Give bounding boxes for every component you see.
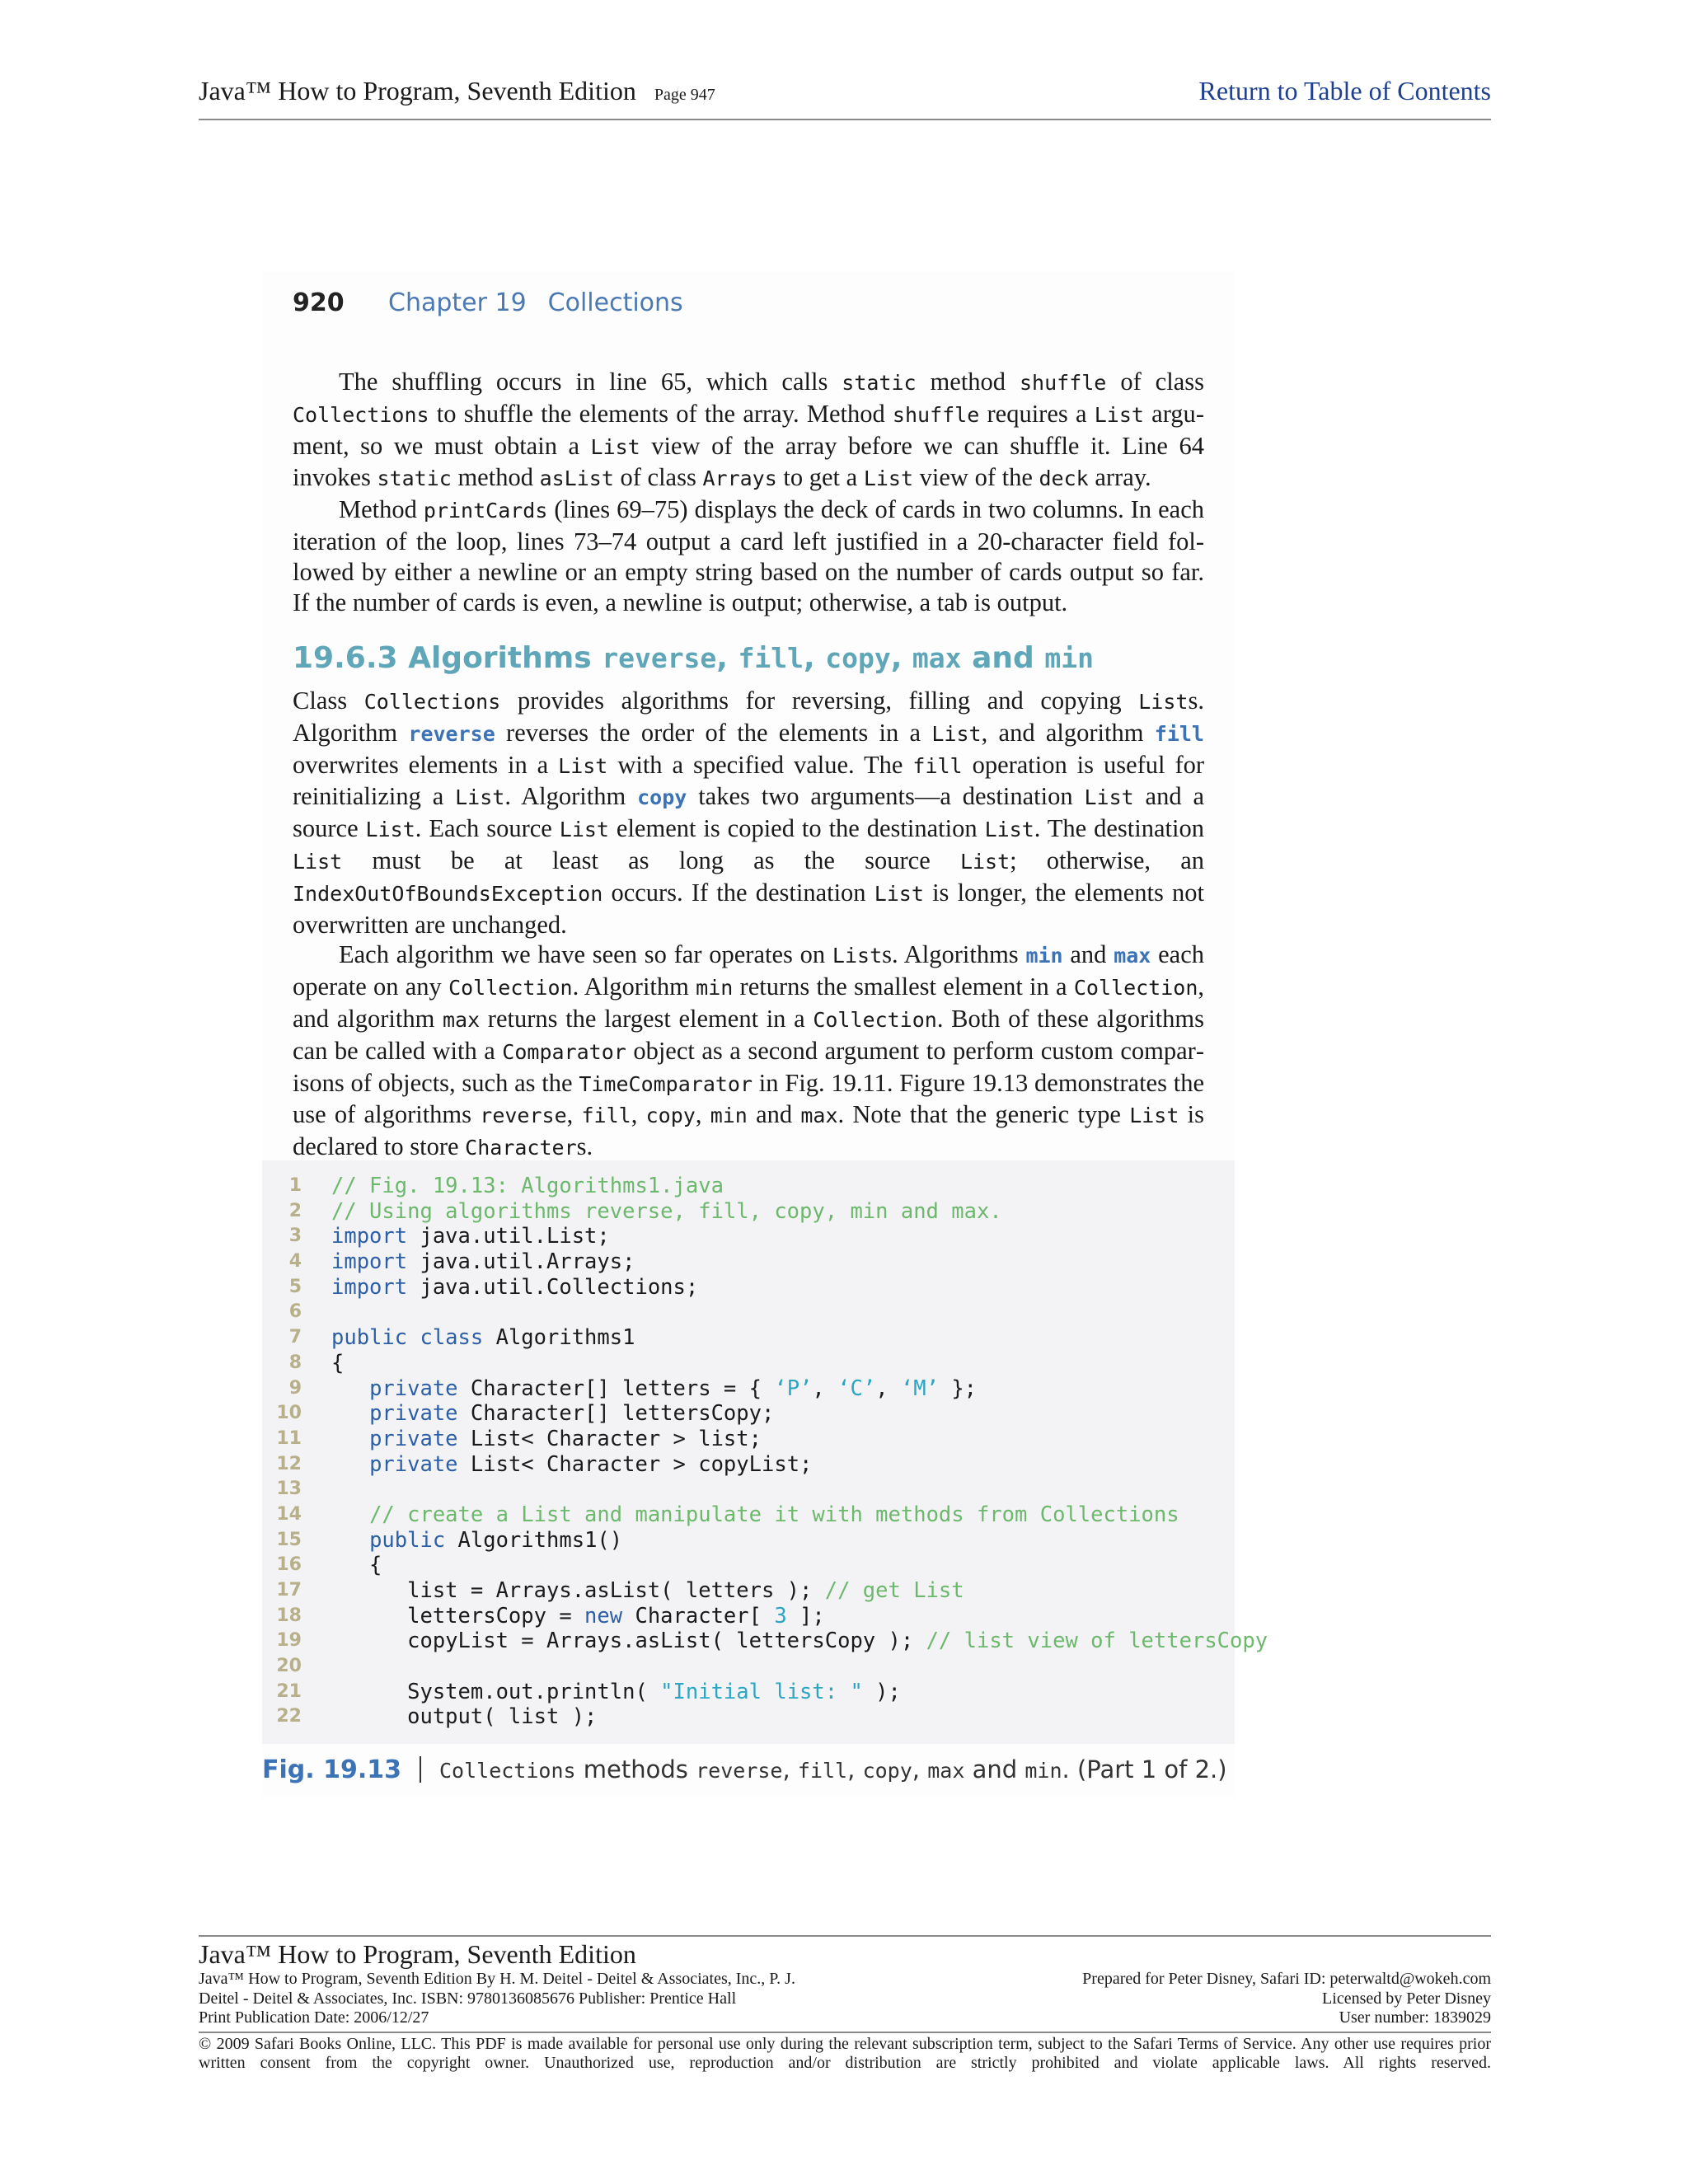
text-run: object as a second argument to perform custom comparisons of objects, such as the: [293, 1036, 1204, 1097]
line-number: 15: [276, 1529, 302, 1550]
line-number: 5: [288, 1276, 302, 1297]
code-line: [262, 1199, 1235, 1225]
code-source: [331, 1528, 622, 1554]
code-token-text: System.out.println(: [331, 1679, 661, 1704]
inline-code: List: [1094, 402, 1144, 427]
inline-code: List: [959, 849, 1010, 874]
code-token-text: Character[: [622, 1603, 775, 1629]
text-run: to get a: [776, 463, 864, 492]
text-run: is longer, the elements not overwritten are unchanged.: [293, 878, 1204, 939]
code-token-text: Character[] letters = {: [457, 1376, 775, 1401]
header-book-title: Java™ How to Program, Seventh Edition: [199, 76, 636, 105]
line-number: 14: [276, 1503, 302, 1525]
code-token-number: 3: [774, 1603, 787, 1629]
code-token-text: Algorithms1: [483, 1325, 635, 1351]
inline-code: min: [710, 1104, 748, 1128]
code-source: [331, 1553, 382, 1578]
code-source: [331, 1376, 977, 1402]
code-line: [262, 1452, 1235, 1478]
inline-code: static: [377, 466, 452, 491]
code-token-text: [331, 1502, 369, 1527]
code-line: [262, 1629, 1268, 1654]
code-line: [262, 1704, 1235, 1730]
code-source: [331, 1325, 635, 1351]
code-source: [331, 1351, 344, 1376]
code-line: [262, 1351, 1235, 1376]
text-run: and: [1062, 940, 1114, 969]
inline-code: printCards: [423, 499, 548, 523]
line-number: 1: [288, 1175, 302, 1196]
caption-text: ,: [847, 1755, 863, 1783]
chapter-label: [388, 288, 705, 317]
safari-header: [199, 76, 1491, 120]
inline-code: min: [1025, 944, 1063, 968]
paragraph: [293, 940, 1204, 1164]
code-token-keyword: private: [369, 1401, 458, 1427]
text-run: must be at least as long as the source: [342, 846, 960, 874]
line-number: 3: [288, 1226, 302, 1247]
code-token-text: java.util.Collections;: [407, 1274, 699, 1300]
line-number: 22: [276, 1706, 302, 1727]
code-line: [262, 1376, 1235, 1402]
text-run: element is copied to the destination: [608, 814, 985, 843]
inline-code: fill: [1154, 721, 1204, 746]
code-token-text: {: [331, 1553, 382, 1578]
code-token-keyword: private: [369, 1376, 458, 1401]
inline-code: max: [442, 1007, 481, 1032]
line-number: 17: [276, 1580, 302, 1601]
code-token-comment: // Using algorithms reverse, fill, copy, min and max.: [331, 1198, 1002, 1224]
line-number: 21: [276, 1680, 302, 1702]
footer-isbn: Deitel - Deitel & Associates, Inc. ISBN: 9780136085676 Publisher: Prentice Hall: [199, 1989, 737, 2008]
code-source: [331, 1275, 698, 1301]
text-run: . The destination: [1034, 814, 1204, 843]
line-number: 2: [288, 1200, 302, 1221]
section-title-prefix: Algorithms: [408, 641, 592, 675]
inline-code: fill: [581, 1104, 631, 1128]
line-number: 11: [276, 1427, 302, 1449]
footer-row: [199, 1990, 1491, 2009]
text-run: requires a: [979, 399, 1095, 428]
inline-code: max: [1114, 944, 1151, 968]
return-to-toc-link[interactable]: Return to Table of Contents: [1198, 76, 1491, 105]
code-line: [262, 1528, 1235, 1554]
text-run: is declared to store: [293, 1100, 1204, 1161]
line-number: 10: [276, 1403, 302, 1424]
text-run: ; otherwise, an: [1010, 846, 1204, 874]
code-token-text: output( list );: [331, 1704, 598, 1730]
code-listing: [262, 1160, 1268, 1744]
inline-code: Collection: [1073, 976, 1198, 1001]
code-token-keyword: new: [584, 1603, 623, 1629]
footer-title: Java™ How to Program, Seventh Edition: [199, 1939, 636, 1969]
inline-code: IndexOutOfBoundsException: [293, 881, 603, 906]
text-run: reverses the order of the elements in a: [495, 718, 932, 747]
section-code: max: [912, 642, 962, 674]
inline-code: Collection: [813, 1007, 937, 1032]
code-token-text: [331, 1528, 369, 1553]
text-run: . Note that the generic type: [837, 1100, 1130, 1129]
code-token-text: ,: [875, 1376, 901, 1401]
text-run: The shuffling occurs in line 65, which calls: [339, 368, 842, 396]
code-source: [331, 1578, 964, 1604]
text-run: to shuffle the elements of the array. Method: [429, 399, 893, 428]
line-number: 13: [276, 1479, 302, 1500]
code-line: [262, 1578, 1235, 1604]
inline-code: asList: [539, 466, 614, 491]
code-source: [331, 1224, 610, 1249]
inline-code: List: [365, 818, 415, 842]
text-run: method: [916, 368, 1020, 396]
code-line: [262, 1553, 1235, 1578]
code-line: [262, 1502, 1235, 1528]
code-token-text: ];: [786, 1603, 825, 1629]
code-token-keyword: import: [331, 1274, 408, 1300]
text-run: , and algorithm: [981, 718, 1155, 747]
inline-code: Collections: [363, 690, 501, 714]
code-source: [331, 1704, 597, 1730]
text-run: returns the largest element in a: [480, 1004, 814, 1033]
code-token-text: java.util.List;: [407, 1224, 610, 1249]
code-token-comment: // create a List and manipulate it with methods from Collections: [369, 1502, 1179, 1527]
code-token-text: };: [938, 1376, 978, 1401]
line-number: 16: [276, 1554, 302, 1576]
code-source: [331, 1680, 901, 1705]
code-line: [262, 1680, 1235, 1705]
code-line: [262, 1401, 1235, 1427]
code-token-text: lettersCopy =: [331, 1603, 585, 1629]
text-run: in Fig. 19.11. Figure 19.13 demonstrates the use of algorithms: [293, 1068, 1204, 1129]
code-token-keyword: import: [331, 1224, 408, 1249]
section-heading: 19.6.3 Algorithms reverse, fill, copy, max and min: [293, 641, 1094, 675]
line-number: 18: [276, 1605, 302, 1626]
code-token-text: List< Character > list;: [457, 1426, 762, 1451]
footer-licensed-by: Licensed by Peter Disney: [1322, 1989, 1491, 2008]
caption-text: . (Part 1 of 2.): [1062, 1755, 1227, 1783]
code-line: [262, 1654, 1235, 1680]
inline-code: max: [800, 1104, 838, 1128]
text-run: Each algorithm we have seen so far operates on: [339, 940, 832, 969]
caption-text: methods: [575, 1755, 696, 1783]
text-run: array.: [1088, 463, 1151, 492]
header-title: [199, 76, 715, 106]
text-run: ,: [631, 1100, 646, 1129]
section-code: reverse: [602, 642, 717, 674]
figure-caption: [262, 1755, 1227, 1784]
line-number: 20: [276, 1656, 302, 1677]
caption-separator: [420, 1756, 421, 1783]
text-run: overwrites elements in a: [293, 750, 559, 779]
inline-code: reverse: [408, 721, 495, 746]
code-line: [262, 1224, 1235, 1249]
text-run: s. Algorithms: [882, 940, 1026, 969]
code-line: [262, 1300, 1235, 1325]
code-token-string: ‘C’: [837, 1376, 876, 1401]
inline-code: shuffle: [892, 402, 980, 427]
text-run: ,: [695, 1100, 710, 1129]
code-token-keyword: private: [369, 1426, 458, 1451]
code-token-comment: // Fig. 19.13: Algorithms1.java: [331, 1174, 724, 1198]
section-code: fill: [738, 642, 804, 674]
code-lines: [262, 1174, 1268, 1730]
inline-code: deck: [1039, 466, 1089, 491]
text-run: returns the smallest element in a: [733, 972, 1074, 1001]
inline-code: List: [590, 434, 640, 459]
code-source: [331, 1629, 1268, 1654]
code-token-text: );: [862, 1679, 901, 1704]
code-line: [262, 1249, 1235, 1275]
section-and: and: [972, 641, 1034, 675]
text-run: takes two arguments—a destination: [687, 782, 1085, 811]
inline-code: List: [1138, 690, 1189, 714]
text-run: and: [747, 1100, 801, 1129]
caption-text: ,: [912, 1755, 928, 1783]
text-run: Method: [339, 495, 424, 524]
inline-code: List: [1084, 785, 1134, 810]
footer-row: [199, 2008, 1491, 2028]
section-code: min: [1044, 642, 1094, 674]
inline-code: Comparator: [502, 1039, 626, 1064]
line-number: 12: [276, 1453, 302, 1474]
text-run: . Each source: [415, 814, 560, 843]
code-token-text: {: [331, 1350, 345, 1376]
code-source: [331, 1401, 774, 1427]
code-token-comment: // get List: [824, 1578, 964, 1603]
inline-code: copy: [645, 1104, 696, 1128]
code-token-text: Character[] lettersCopy;: [457, 1401, 775, 1427]
code-line: [262, 1427, 1235, 1452]
section-paragraphs: [293, 686, 1204, 1164]
caption-text: ,: [782, 1755, 798, 1783]
text-run: ,: [566, 1100, 582, 1129]
inline-code: shuffle: [1020, 371, 1107, 395]
text-run: . Algorithm: [504, 782, 638, 811]
intro-paragraphs: [293, 367, 1204, 617]
inline-code: List: [984, 818, 1034, 842]
inline-code: List: [293, 849, 343, 874]
text-run: . Both of these algorithms can be called with a: [293, 1004, 1204, 1065]
caption-code: Collections: [438, 1759, 576, 1783]
text-run: each operate on any: [293, 940, 1204, 1001]
inline-code: fill: [912, 753, 963, 778]
footer-book-info: Java™ How to Program, Seventh Edition By H. M. Deitel - Deitel & Associates, Inc., P. J.: [199, 1970, 795, 1988]
text-run: operation is useful for reinitializing a: [293, 750, 1205, 811]
line-number: 9: [288, 1377, 302, 1399]
header-page-label: Page 947: [654, 86, 715, 104]
text-run: view of the array before we can shuffle it. Line 64 invokes: [293, 431, 1204, 492]
text-run: of class: [613, 463, 703, 492]
inline-code: copy: [637, 785, 687, 810]
chapter-number: Chapter 19: [388, 288, 527, 317]
caption-code: copy: [862, 1759, 912, 1783]
inline-code: List: [863, 466, 914, 491]
chapter-title: Collections: [547, 288, 683, 317]
code-token-comment: // list view of lettersCopy: [926, 1629, 1268, 1654]
caption-code: min: [1025, 1759, 1062, 1783]
inline-code: List: [455, 785, 505, 810]
text-run: , and algorithm: [293, 972, 1204, 1033]
code-token-string: "Initial list: ": [660, 1679, 863, 1704]
code-source: [331, 1452, 812, 1478]
inline-code: Collections: [293, 402, 429, 427]
text-run: and a source: [293, 782, 1205, 843]
text-run: method: [451, 463, 540, 492]
code-source: [331, 1249, 635, 1275]
paragraph: [293, 686, 1204, 940]
paragraph: [293, 494, 1204, 617]
code-token-text: list = Arrays.asList( letters );: [331, 1578, 825, 1603]
line-number: 4: [288, 1251, 302, 1272]
footer-prepared-for: Prepared for Peter Disney, Safari ID: peterwaltd@wokeh.com: [1082, 1970, 1491, 1988]
code-token-text: [331, 1452, 369, 1477]
code-source: [331, 1174, 724, 1199]
line-number: 19: [276, 1630, 302, 1652]
code-token-text: Algorithms1(): [445, 1527, 623, 1553]
figure-label: Fig. 19.13: [262, 1755, 401, 1784]
code-source: [331, 1604, 825, 1629]
text-run: (lines 69–75) displays the deck of cards in two columns. In each iteration of the loop, lines 73–74 output a card left justified in a 20-character field followed by either a newline or an empty string based on the number of cards output so far. If the number of cards is even, a newline is output; otherwise, a tab is output.: [293, 495, 1204, 616]
text-run: provides algorithms for reversing, filling and copying: [500, 687, 1139, 715]
text-run: argument, so we must obtain a: [293, 399, 1204, 460]
text-run: s.: [576, 1132, 593, 1161]
text-run: with a specified value. The: [607, 750, 913, 779]
inline-code: List: [559, 818, 609, 842]
text-run: s. Algorithm: [293, 687, 1204, 747]
caption-code: fill: [797, 1759, 848, 1783]
footer-user-number: User number: 1839029: [1339, 2008, 1491, 2027]
inline-code: static: [842, 371, 917, 395]
code-token-text: java.util.Arrays;: [407, 1249, 635, 1275]
line-number: 7: [288, 1327, 302, 1348]
code-line: [262, 1174, 1235, 1199]
footer-publication-date: Print Publication Date: 2006/12/27: [199, 2008, 429, 2027]
code-source: [331, 1427, 762, 1452]
safari-footer: [199, 1935, 1491, 2074]
code-token-keyword: public: [369, 1527, 446, 1553]
text-run: view of the: [913, 463, 1039, 492]
caption-code: reverse: [696, 1759, 783, 1783]
paragraph: [293, 367, 1204, 494]
text-run: occurs. If the destination: [603, 878, 874, 907]
code-line: [262, 1477, 1235, 1502]
inline-code: Arrays: [702, 466, 777, 491]
book-page-number: 920: [293, 288, 345, 317]
code-token-string: ‘M’: [900, 1376, 939, 1401]
code-token-text: List< Character > copyList;: [457, 1451, 813, 1477]
inline-code: Collection: [448, 976, 573, 1001]
code-line: [262, 1604, 1235, 1629]
caption-text: and: [964, 1755, 1025, 1783]
line-number: 8: [288, 1352, 302, 1373]
code-token-text: [331, 1401, 369, 1426]
text-run: . Algorithm: [572, 972, 696, 1001]
line-number: 6: [288, 1301, 302, 1323]
code-token-text: [331, 1376, 369, 1401]
section-number: 19.6.3: [293, 641, 398, 675]
inline-code: List: [558, 753, 608, 778]
caption-code: max: [927, 1759, 965, 1783]
code-source: [331, 1502, 1179, 1528]
inline-code: Character: [465, 1136, 577, 1160]
inline-code: reverse: [480, 1104, 567, 1128]
code-token-text: [331, 1427, 369, 1451]
code-token-string: ‘P’: [774, 1376, 813, 1401]
footer-row: [199, 1970, 1491, 1990]
code-token-keyword: import: [331, 1249, 408, 1275]
footer-copyright: © 2009 Safari Books Online, LLC. This PDF is made available for personal use only during the relevant subscription term, subject to the Safari Terms of Service. Any other use requires prior written consent from the copyright owner. Unauthorized use, reproduction and/or distribution are strictly prohibited and violate applicable laws. All rights reserved.: [199, 2032, 1491, 2074]
inline-code: List: [832, 944, 883, 968]
code-line: [262, 1325, 1235, 1351]
code-token-keyword: public class: [331, 1325, 484, 1351]
code-token-text: ,: [812, 1376, 838, 1401]
code-token-text: copyList = Arrays.asList( lettersCopy );: [331, 1629, 926, 1654]
section-code: copy: [825, 642, 891, 674]
code-token-keyword: private: [369, 1451, 458, 1477]
text-run: Class: [293, 687, 364, 715]
code-source: [331, 1199, 1002, 1225]
inline-code: List: [1129, 1104, 1179, 1128]
inline-code: TimeComparator: [579, 1071, 753, 1096]
inline-code: List: [874, 881, 924, 906]
inline-code: min: [696, 976, 734, 1001]
code-line: [262, 1275, 1235, 1301]
inline-code: List: [931, 721, 982, 746]
text-run: of class: [1106, 368, 1204, 396]
